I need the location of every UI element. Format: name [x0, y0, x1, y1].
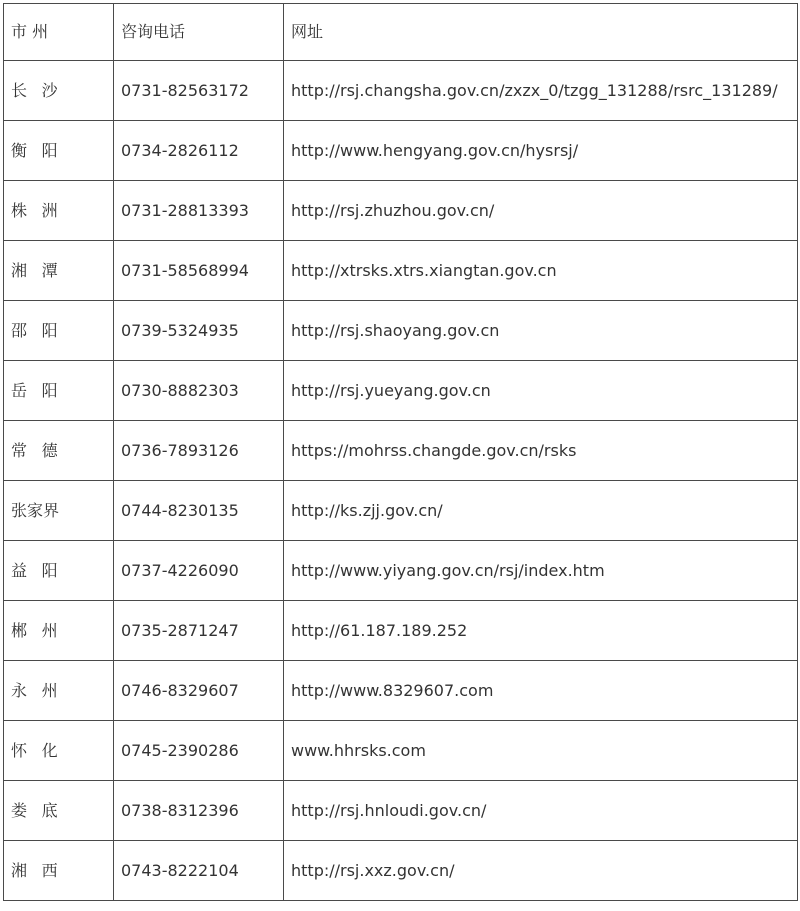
phone-cell: 0736-7893126 — [114, 421, 284, 481]
phone-cell: 0734-2826112 — [114, 121, 284, 181]
table-row — [4, 841, 798, 901]
table-row — [4, 421, 798, 481]
city-name: 衡 阳 — [11, 140, 63, 160]
url-cell[interactable]: http://ks.zjj.gov.cn/ — [284, 481, 798, 541]
city-name: 常 德 — [11, 440, 63, 460]
city-name: 永 州 — [11, 680, 63, 700]
city-cell — [4, 841, 114, 901]
city-name: 长 沙 — [11, 80, 63, 100]
header-phone: 咨询电话 — [114, 4, 284, 61]
phone-cell: 0735-2871247 — [114, 601, 284, 661]
city-name: 张家界 — [11, 500, 60, 520]
phone-cell: 0730-8882303 — [114, 361, 284, 421]
header-row — [4, 4, 798, 61]
phone-cell: 0731-58568994 — [114, 241, 284, 301]
phone-cell: 0744-8230135 — [114, 481, 284, 541]
table-row — [4, 541, 798, 601]
table-row — [4, 481, 798, 541]
table-row — [4, 121, 798, 181]
url-cell[interactable]: http://rsj.hnloudi.gov.cn/ — [284, 781, 798, 841]
city-cell — [4, 301, 114, 361]
table-row — [4, 61, 798, 121]
city-cell — [4, 61, 114, 121]
url-cell[interactable]: http://xtrsks.xtrs.xiangtan.gov.cn — [284, 241, 798, 301]
city-cell — [4, 121, 114, 181]
header-city: 市 州 — [4, 4, 114, 61]
url-cell[interactable]: http://www.8329607.com — [284, 661, 798, 721]
phone-cell: 0737-4226090 — [114, 541, 284, 601]
city-cell — [4, 721, 114, 781]
url-cell[interactable]: http://rsj.yueyang.gov.cn — [284, 361, 798, 421]
city-name: 株 洲 — [11, 200, 63, 220]
city-cell — [4, 601, 114, 661]
header-url: 网址 — [284, 4, 798, 61]
city-name: 郴 州 — [11, 620, 63, 640]
city-name: 益 阳 — [11, 560, 63, 580]
city-cell — [4, 241, 114, 301]
city-cell — [4, 781, 114, 841]
table-row — [4, 721, 798, 781]
table-row — [4, 781, 798, 841]
url-cell[interactable]: www.hhrsks.com — [284, 721, 798, 781]
table-row — [4, 601, 798, 661]
city-cell — [4, 181, 114, 241]
url-cell[interactable]: http://61.187.189.252 — [284, 601, 798, 661]
city-name: 邵 阳 — [11, 320, 63, 340]
contact-table — [3, 3, 798, 901]
url-cell[interactable]: http://rsj.xxz.gov.cn/ — [284, 841, 798, 901]
table-body — [4, 61, 798, 901]
city-cell — [4, 361, 114, 421]
url-cell[interactable]: http://rsj.shaoyang.gov.cn — [284, 301, 798, 361]
url-cell[interactable]: http://www.yiyang.gov.cn/rsj/index.htm — [284, 541, 798, 601]
phone-cell: 0743-8222104 — [114, 841, 284, 901]
city-cell — [4, 481, 114, 541]
city-name: 湘 潭 — [11, 260, 63, 280]
url-cell[interactable]: http://rsj.changsha.gov.cn/zxzx_0/tzgg_131288/rsrc_131289/ — [284, 61, 798, 121]
city-cell — [4, 541, 114, 601]
city-name: 娄 底 — [11, 800, 63, 820]
url-cell[interactable]: http://www.hengyang.gov.cn/hysrsj/ — [284, 121, 798, 181]
table-row — [4, 181, 798, 241]
phone-cell: 0746-8329607 — [114, 661, 284, 721]
table-row — [4, 241, 798, 301]
city-name: 湘 西 — [11, 860, 63, 880]
phone-cell: 0738-8312396 — [114, 781, 284, 841]
phone-cell: 0739-5324935 — [114, 301, 284, 361]
table-row — [4, 361, 798, 421]
url-cell[interactable]: http://rsj.zhuzhou.gov.cn/ — [284, 181, 798, 241]
table-row — [4, 661, 798, 721]
city-name: 岳 阳 — [11, 380, 63, 400]
phone-cell: 0731-28813393 — [114, 181, 284, 241]
city-cell — [4, 661, 114, 721]
url-cell[interactable]: https://mohrss.changde.gov.cn/rsks — [284, 421, 798, 481]
city-cell — [4, 421, 114, 481]
table-row — [4, 301, 798, 361]
city-name: 怀 化 — [11, 740, 63, 760]
phone-cell: 0731-82563172 — [114, 61, 284, 121]
phone-cell: 0745-2390286 — [114, 721, 284, 781]
